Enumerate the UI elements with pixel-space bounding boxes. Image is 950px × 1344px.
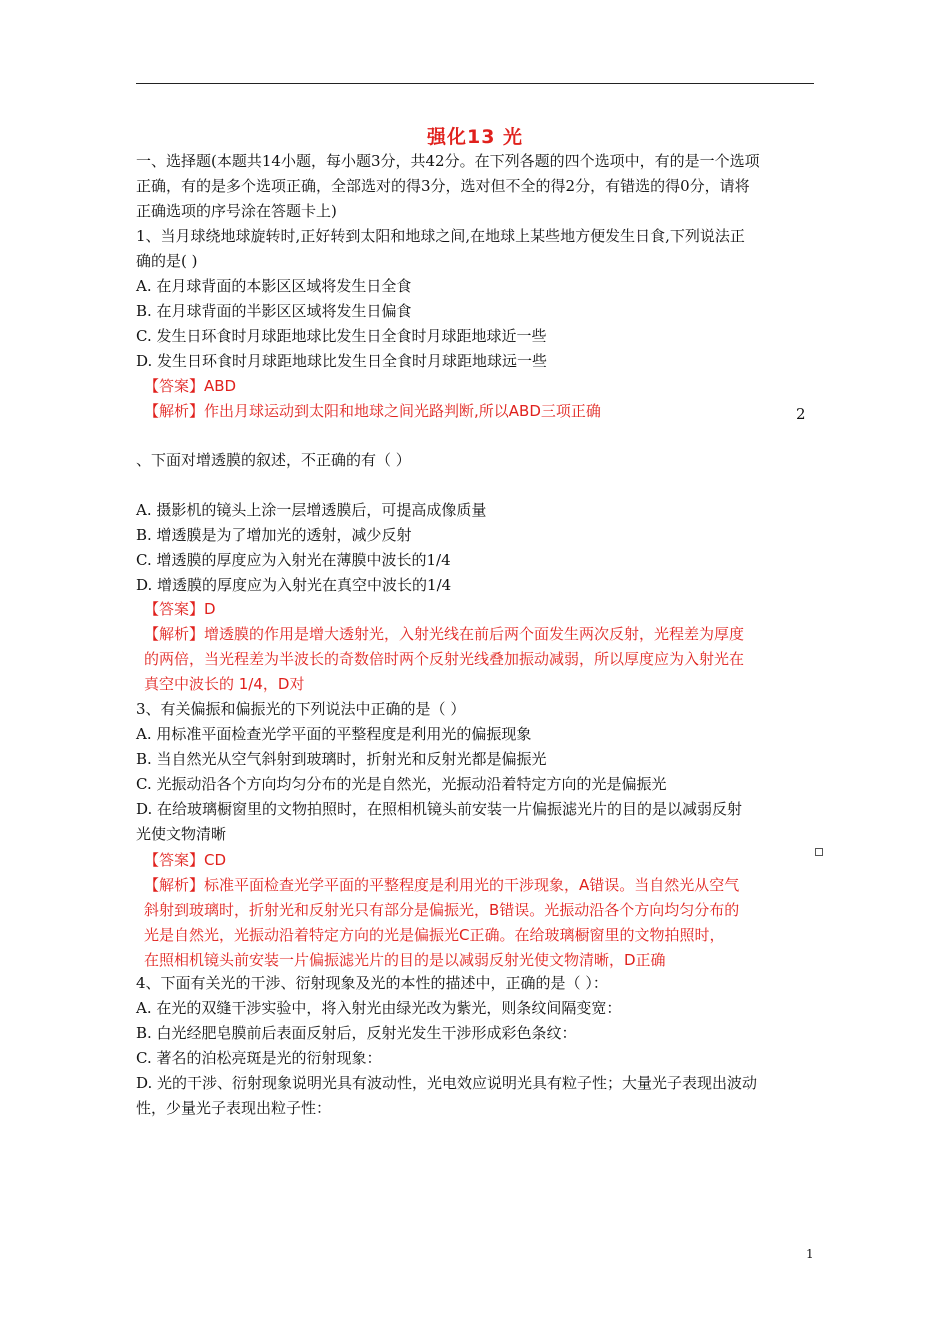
question-4-option-b: B. 白光经肥皂膜前后表面反射后，反射光发生干涉形成彩色条纹： xyxy=(136,1024,577,1042)
question-2-analysis: 【解析】增透膜的作用是增大透射光，入射光线在前后两个面发生两次反射，光程差为厚度 xyxy=(144,625,745,643)
question-3-option-d: 光使文物清晰 xyxy=(136,825,227,843)
question-1-option-c: C. 发生日环食时月球距地球比发生日全食时月球距地球近一些 xyxy=(136,327,547,345)
page-number: 1 xyxy=(806,1247,814,1261)
question-4-stem: 4、下面有关光的干涉、衍射现象及光的本性的描述中，正确的是（ ）： xyxy=(136,974,608,992)
question-3-option-b: B. 当自然光从空气斜射到玻璃时，折射光和反射光都是偏振光 xyxy=(136,750,547,768)
question-4-option-c: C. 著名的泊松亮斑是光的衍射现象： xyxy=(136,1049,382,1067)
instructions-line: 正确，有的是多个选项正确，全部选对的得3分，选对但不全的得2分，有错选的得0分，请将 xyxy=(136,177,750,195)
question-1-answer: 【答案】ABD xyxy=(144,377,237,395)
question-2-option-a: A. 摄影机的镜头上涂一层增透膜后，可提高成像质量 xyxy=(136,501,487,519)
question-3-option-c: C. 光振动沿各个方向均匀分布的光是自然光，光振动沿着特定方向的光是偏振光 xyxy=(136,775,667,793)
instructions-line: 一、选择题(本题共14小题，每小题3分，共42分。在下列各题的四个选项中，有的是一个选项 xyxy=(136,152,760,170)
question-1-analysis: 【解析】作出月球运动到太阳和地球之间光路判断,所以ABD三项正确 xyxy=(144,402,601,420)
question-2-answer: 【答案】D xyxy=(144,600,216,618)
question-3-stem: 3、有关偏振和偏振光的下列说法中正确的是（ ） xyxy=(136,700,466,718)
question-4-option-d: D. 光的干涉、衍射现象说明光具有波动性，光电效应说明光具有粒子性；大量光子表现出波动 xyxy=(136,1074,758,1092)
question-3-option-d: D. 在给玻璃橱窗里的文物拍照时，在照相机镜头前安装一片偏振滤光片的目的是以减弱反射 xyxy=(136,800,743,818)
question-3-answer: 【答案】CD xyxy=(144,851,227,869)
header-rule xyxy=(136,83,814,84)
question-2-analysis: 的两倍，当光程差为半波长的奇数倍时两个反射光线叠加振动减弱，所以厚度应为入射光在 xyxy=(144,650,745,668)
question-1-option-a: A. 在月球背面的本影区区域将发生日全食 xyxy=(136,277,412,295)
side-number: 2 xyxy=(796,405,806,423)
question-2-analysis: 真空中波长的 1/4，D对 xyxy=(144,675,305,693)
question-1-stem: 1、当月球绕地球旋转时,正好转到太阳和地球之间,在地球上某些地方便发生日食,下列说法正 xyxy=(136,227,745,245)
page-title: 强化13 光 xyxy=(426,126,524,148)
question-1-stem: 确的是( ) xyxy=(136,252,198,270)
question-3-analysis: 【解析】标准平面检查光学平面的平整程度是利用光的干涉现象，A错误。当自然光从空气 xyxy=(144,876,740,894)
question-1-option-b: B. 在月球背面的半影区区域将发生日偏食 xyxy=(136,302,412,320)
question-4-option-d: 性，少量光子表现出粒子性： xyxy=(136,1099,332,1117)
instructions-line: 正确选项的序号涂在答题卡上) xyxy=(136,202,337,220)
question-3-analysis: 斜射到玻璃时，折射光和反射光只有部分是偏振光，B错误。光振动沿各个方向均匀分布的 xyxy=(144,901,740,919)
question-3-analysis: 在照相机镜头前安装一片偏振滤光片的目的是以减弱反射光使文物清晰，D正确 xyxy=(144,951,666,969)
margin-square-mark xyxy=(815,848,823,856)
question-2-option-b: B. 增透膜是为了增加光的透射，减少反射 xyxy=(136,526,412,544)
question-1-option-d: D. 发生日环食时月球距地球比发生日全食时月球距地球远一些 xyxy=(136,352,548,370)
question-2-stem: 、下面对增透膜的叙述，不正确的有（ ） xyxy=(136,451,411,469)
question-3-analysis: 光是自然光，光振动沿着特定方向的光是偏振光C正确。在给玻璃橱窗里的文物拍照时， xyxy=(144,926,725,944)
question-2-option-c: C. 增透膜的厚度应为入射光在薄膜中波长的1/4 xyxy=(136,551,451,569)
question-2-option-d: D. 增透膜的厚度应为入射光在真空中波长的1/4 xyxy=(136,576,452,594)
question-4-option-a: A. 在光的双缝干涉实验中，将入射光由绿光改为紫光，则条纹间隔变宽： xyxy=(136,999,622,1017)
question-3-option-a: A. 用标准平面检查光学平面的平整程度是利用光的偏振现象 xyxy=(136,725,532,743)
